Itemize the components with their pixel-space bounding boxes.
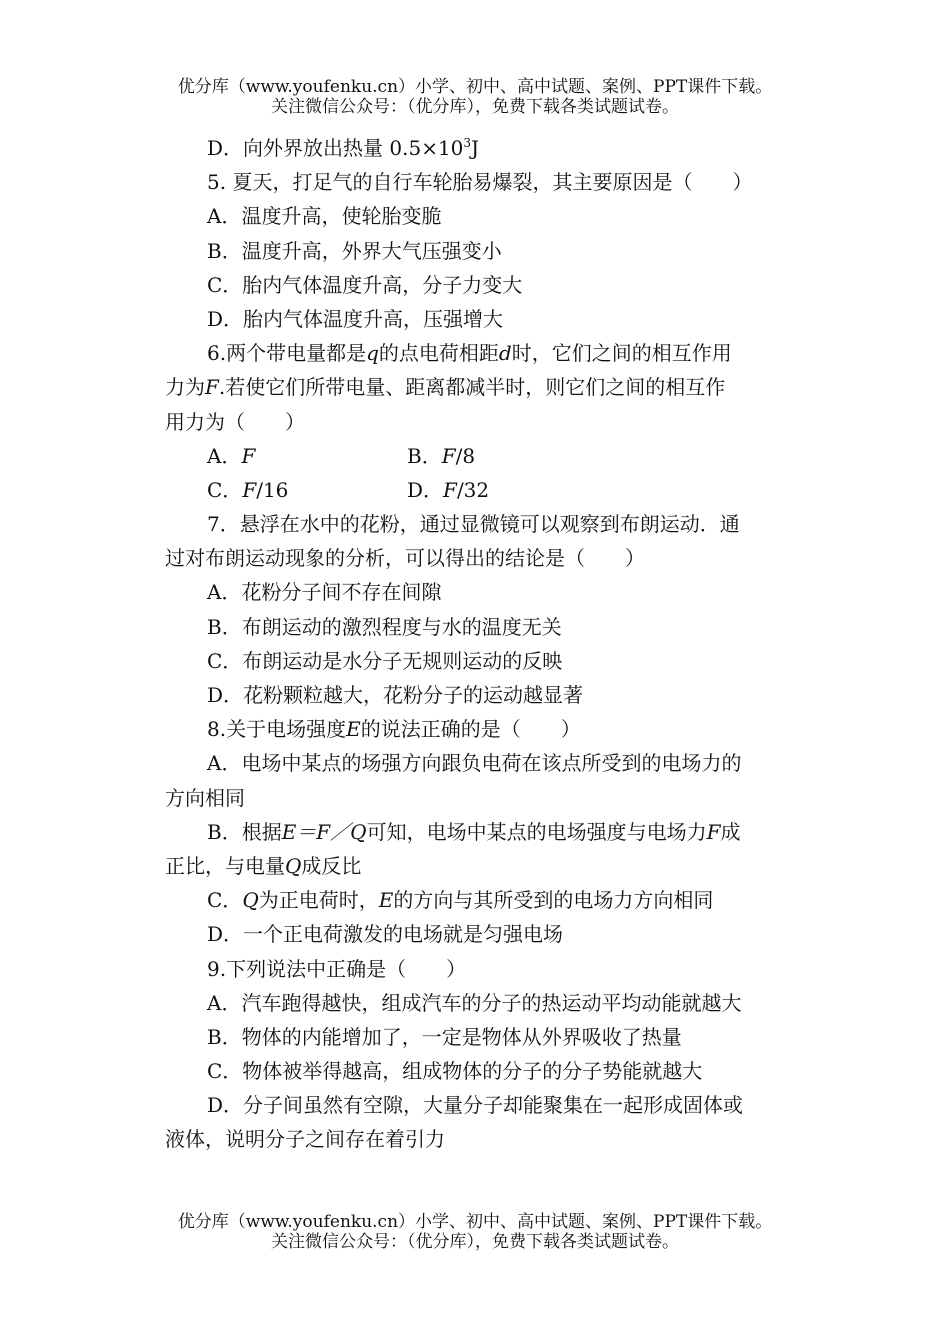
footer-line-1: 优分库（www.youfenku.cn）小学、初中、高中试题、案例、PPT课件下载。 [177, 1212, 773, 1232]
question-content [165, 131, 805, 1157]
q7-stem-line-1: 7．悬浮在水中的花粉，通过显微镜可以观察到布朗运动．通 [207, 512, 740, 537]
page-footer [0, 1212, 950, 1252]
q8-option-a-line-1: A．电场中某点的场强方向跟负电荷在该点所受到的电场力的 [207, 751, 742, 776]
header-line-1: 优分库（www.youfenku.cn）小学、初中、高中试题、案例、PPT课件下载。 [177, 77, 773, 97]
q9-option-c: C．物体被举得越高，组成物体的分子的分子势能就越大 [207, 1059, 703, 1084]
q5-option-b: B．温度升高，外界大气压强变小 [207, 238, 502, 263]
q6-stem-line-3: 用力为（ ） [165, 409, 305, 434]
q9-option-b: B．物体的内能增加了，一定是物体从外界吸收了热量 [207, 1024, 682, 1049]
q5-option-c: C．胎内气体温度升高，分子力变大 [207, 272, 523, 297]
q6-stem-line-1: 6.两个带电量都是q的点电荷相距d时，它们之间的相互作用 [207, 341, 732, 366]
q9-option-d-line-2: 液体，说明分子之间存在着引力 [165, 1127, 445, 1152]
q7-option-d: D．花粉颗粒越大，花粉分子的运动越显著 [207, 683, 584, 707]
q8-option-b-line-2: 正比，与电量Q成反比 [165, 853, 362, 878]
q4-option-d: D．向外界放出热量 $0.5\times 10^3J$ [207, 136, 480, 160]
q5-option-d: D．胎内气体温度升高，压强增大 [207, 306, 504, 331]
q6-option-b: B．F/8 [407, 443, 476, 468]
page-header [0, 77, 950, 117]
q8-option-c: C．Q为正电荷时，E的方向与其所受到的电场力方向相同 [207, 888, 714, 913]
q8-option-a-line-2: 方向相同 [165, 785, 245, 810]
q7-option-a: A．花粉分子间不存在间隙 [207, 580, 442, 605]
q5-stem: 5. 夏天，打足气的自行车轮胎易爆裂，其主要原因是（ ） [207, 170, 753, 195]
q8-option-b-line-1: B．根据E＝F／Q可知，电场中某点的电场强度与电场力F成 [207, 819, 741, 844]
footer-line-2: 关注微信公众号：（优分库），免费下载各类试题试卷。 [271, 1232, 679, 1252]
q6-option-d: D．F/32 [407, 477, 490, 502]
q6-option-a: A．F [207, 443, 256, 468]
q6-options-row-1 [165, 439, 805, 473]
q8-option-d: D．一个正电荷激发的电场就是匀强电场 [207, 922, 564, 947]
header-line-2: 关注微信公众号：（优分库），免费下载各类试题试卷。 [271, 97, 679, 117]
q9-option-d-line-1: D．分子间虽然有空隙，大量分子却能聚集在一起形成固体或 [207, 1093, 744, 1118]
q5-option-a: A．温度升高，使轮胎变脆 [207, 204, 442, 229]
q6-option-c: C．F/16 [207, 477, 289, 502]
q7-option-b: B．布朗运动的激烈程度与水的温度无关 [207, 614, 562, 639]
q7-stem-line-2: 过对布朗运动现象的分析，可以得出的结论是（ ） [165, 546, 645, 571]
q6-stem-line-2: 力为F.若使它们所带电量、距离都减半时，则它们之间的相互作 [165, 375, 726, 400]
q7-option-c: C．布朗运动是水分子无规则运动的反映 [207, 648, 563, 673]
q8-stem: 8.关于电场强度E的说法正确的是（ ） [207, 717, 581, 742]
q6-options-row-2 [165, 473, 805, 507]
q9-stem: 9.下列说法中正确是（ ） [207, 956, 467, 981]
q9-option-a: A．汽车跑得越快，组成汽车的分子的热运动平均动能就越大 [207, 990, 742, 1015]
